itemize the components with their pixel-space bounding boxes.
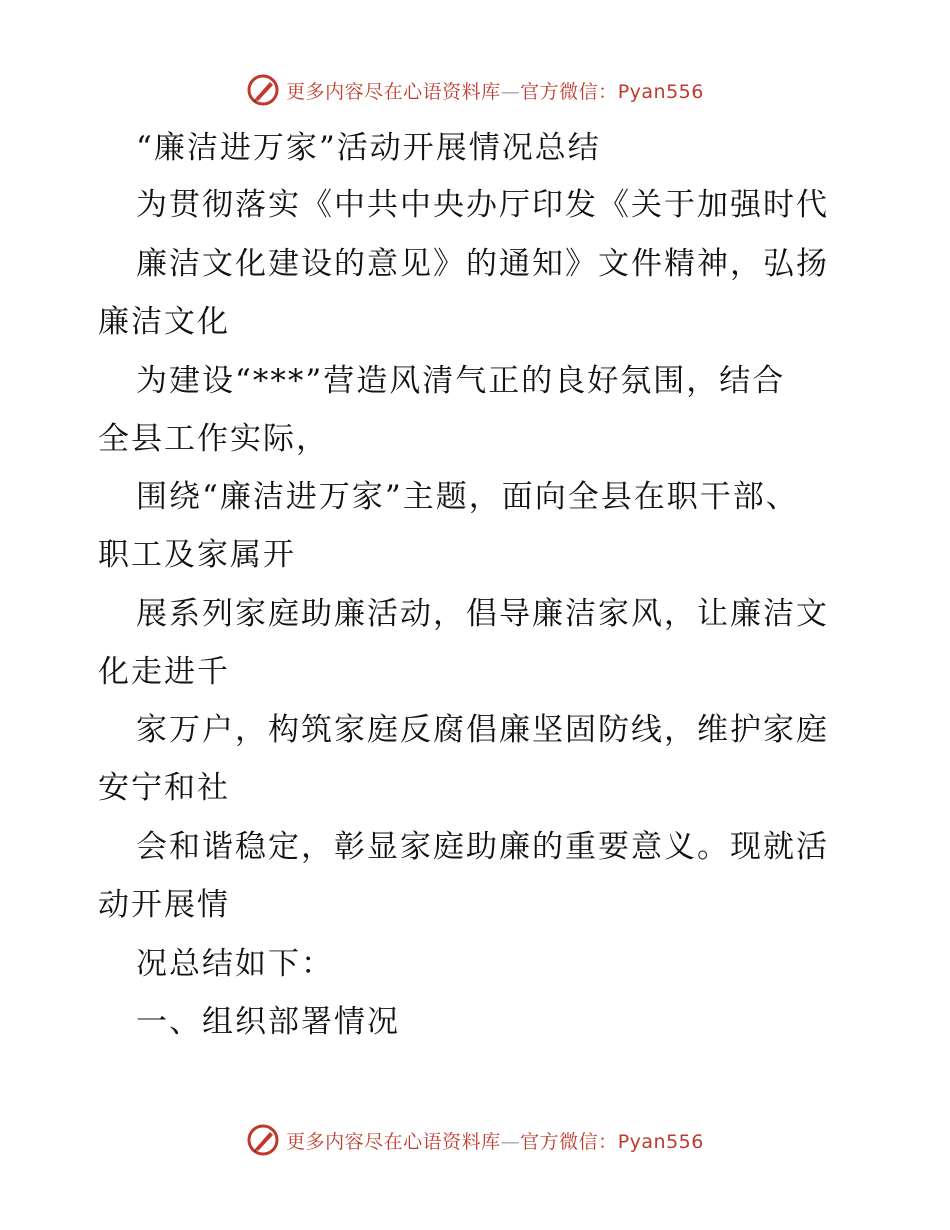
banner-text xyxy=(286,77,704,104)
paragraph-line: 化走进千 xyxy=(98,654,230,690)
paragraph-line: 动开展情 xyxy=(98,887,230,923)
paragraph-line: 廉洁文化 xyxy=(98,304,230,340)
paragraph-line: 安宁和社 xyxy=(98,770,230,806)
banner-separator: — xyxy=(500,80,521,103)
paragraph-line: 为建设“***”营造风清气正的良好氛围，结合 xyxy=(136,363,786,399)
banner-separator: — xyxy=(500,1130,521,1153)
section-heading: 一、组织部署情况 xyxy=(136,1004,400,1040)
header-banner xyxy=(0,70,950,110)
paragraph-line: 会和谐稳定，彰显家庭助廉的重要意义。现就活 xyxy=(136,829,829,865)
paragraph-line: 全县工作实际， xyxy=(98,421,329,457)
banner-wechat-label: 官方微信： xyxy=(520,80,618,103)
banner-wechat-id: Pyan556 xyxy=(617,1130,704,1153)
footer-banner xyxy=(0,1120,950,1160)
paragraph-line: 展系列家庭助廉活动，倡导廉洁家风，让廉洁文 xyxy=(136,596,829,632)
paragraph-line: 为贯彻落实《中共中央办厅印发《关于加强时代 xyxy=(136,187,829,223)
banner-wechat-id: Pyan556 xyxy=(617,80,704,103)
banner-site-name: 更多内容尽在心语资料库 xyxy=(286,1130,501,1153)
paragraph-line: 家万户，构筑家庭反腐倡廉坚固防线，维护家庭 xyxy=(136,712,829,748)
paragraph-line: 廉洁文化建设的意见》的通知》文件精神，弘扬 xyxy=(136,246,829,282)
paragraph-line: 围绕“廉洁进万家”主题，面向全县在职干部、 xyxy=(136,479,799,515)
document-title: “廉洁进万家”活动开展情况总结 xyxy=(136,130,601,166)
paragraph-line: 职工及家属开 xyxy=(98,537,296,573)
paragraph-line: 况总结如下： xyxy=(136,946,334,982)
banner-text xyxy=(286,1127,704,1154)
banner-site-name: 更多内容尽在心语资料库 xyxy=(286,80,501,103)
banner-wechat-label: 官方微信： xyxy=(520,1130,618,1153)
quill-logo-icon xyxy=(246,1123,280,1157)
quill-logo-icon xyxy=(246,73,280,107)
